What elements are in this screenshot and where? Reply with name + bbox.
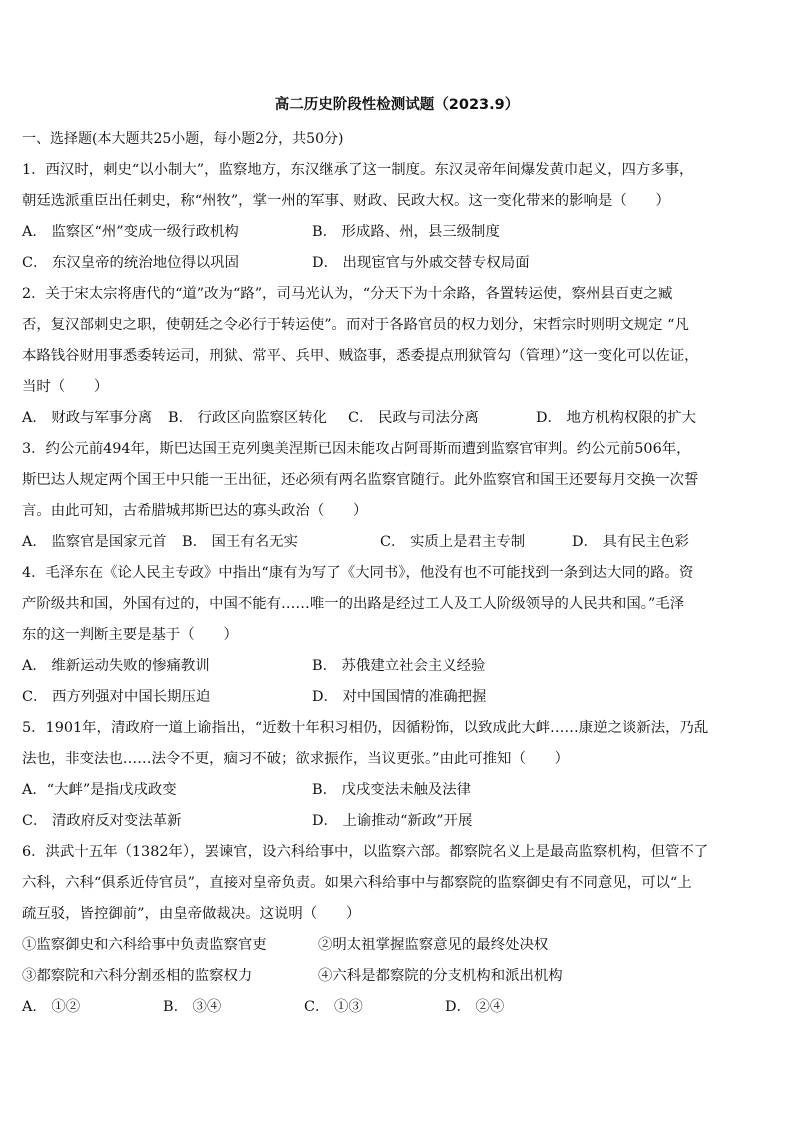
question-text-line: 当时（ ）: [22, 379, 109, 395]
question-6: [22, 837, 774, 1023]
option-row: [22, 217, 774, 248]
question-text-line: 3．约公元前494年，斯巴达国王克列奥美涅斯已因未能攻占阿哥斯而遭到监察官审判。约公元前506年，: [22, 441, 691, 457]
question-text-line: 1．西汉时，刺史“以小制大”，监察地方，东汉继承了这一制度。东汉灵帝年间爆发黄巾起义，四方多事，: [22, 162, 694, 178]
option-b[interactable]: B． 戊戌变法未触及法律: [312, 782, 472, 798]
question-text-line: 本路钱谷财用事悉委转运司，刑狱、常平、兵甲、贼盗事，悉委提点刑狱管勾（管理）”这一变化可以佐证，: [22, 348, 699, 364]
question-text-line: 5．1901年，清政府一道上谕指出，“近数十年积习相仍，因循粉饰，以致成此大衅……康逆之谈新法，乃乱: [22, 720, 709, 736]
question-text-line: 4．毛泽东在《论人民主专政》中指出“康有为写了《大同书》，他没有也不可能找到一条到达大同的路。资: [22, 565, 694, 581]
question-3: [22, 434, 774, 558]
question-text-line: 斯巴达人规定两个国王中只能一王出征，还必须有两名监察官随行。此外监察官和国王还要每月交换一次誓: [22, 472, 699, 488]
section-heading: 一、选择题(本大题共25小题，每小题2分，共50分): [22, 131, 344, 147]
option-d[interactable]: D． 上谕推动“新政”开展: [312, 813, 473, 829]
option-row: [22, 527, 774, 558]
option-row: [22, 248, 774, 279]
option-row: [22, 403, 774, 434]
question-text-line: 2．关于宋太宗将唐代的“道”改为“路”，司马光认为，“分天下为十余路，各置转运使，察州县百吏之臧: [22, 286, 673, 302]
question-2: [22, 279, 774, 434]
option-d[interactable]: D． 对中国国情的准确把握: [312, 689, 487, 705]
option-c[interactable]: C． 实质上是君主专制: [380, 534, 526, 550]
option-a[interactable]: A． 财政与军事分离: [22, 410, 153, 426]
option-a[interactable]: A． ①②: [22, 999, 81, 1015]
option-d[interactable]: D． ②④: [445, 999, 505, 1015]
question-text-line: 言。由此可知，古希腊城邦斯巴达的寡头政治（ ）: [22, 503, 368, 519]
question-text-line: 朝廷选派重臣出任刺史，称“州牧”，掌一州的军事、财政、民政大权。这一变化带来的影响是（ ）: [22, 193, 670, 209]
question-text-line: 产阶级共和国，外国有过的，中国不能有……唯一的出路是经过工人及工人阶级领导的人民共和国。”毛泽: [22, 596, 685, 612]
option-c[interactable]: C． 西方列强对中国长期压迫: [22, 689, 211, 705]
question-text-line: 疏互驳，皆控御前”，由皇帝做裁决。这说明（ ）: [22, 906, 361, 922]
option-b[interactable]: B． 国王有名无实: [182, 534, 298, 550]
question-5: [22, 713, 774, 837]
question-1: [22, 155, 774, 279]
option-c[interactable]: C． ①③: [304, 999, 363, 1015]
option-a[interactable]: A． 监察区“州”变成一级行政机构: [22, 224, 239, 240]
proposition-row: [22, 961, 774, 992]
exam-content: [22, 124, 774, 1023]
option-c[interactable]: C． 东汉皇帝的统治地位得以巩固: [22, 255, 240, 271]
proposition-row: [22, 930, 774, 961]
option-d[interactable]: D． 地方机构权限的扩大: [536, 410, 697, 426]
page-title: 高二历史阶段性检测试题（2023.9）: [274, 97, 520, 113]
option-row: [22, 651, 774, 682]
proposition-3: ③都察院和六科分割丞相的监察权力: [22, 968, 253, 984]
option-row: [22, 992, 774, 1023]
option-row: [22, 806, 774, 837]
option-b[interactable]: B． ③④: [163, 999, 222, 1015]
option-a[interactable]: A．“大衅”是指戊戌政变: [22, 782, 177, 798]
option-a[interactable]: A． 监察官是国家元首: [22, 534, 167, 550]
question-text-line: 法也，非变法也……法令不更，痼习不破；欲求振作，当议更张。”由此可推知（ ）: [22, 751, 570, 767]
option-b[interactable]: B． 苏俄建立社会主义经验: [312, 658, 486, 674]
question-text-line: 否，复汉部刺史之职，使朝廷之令必行于转运使”。而对于各路官员的权力划分，宋哲宗时则明文规定 “凡: [22, 317, 689, 333]
question-text-line: 东的这一判断主要是基于（ ）: [22, 627, 238, 643]
option-d[interactable]: D． 出现宦官与外戚交替专权局面: [312, 255, 530, 271]
question-4: [22, 558, 774, 713]
option-a[interactable]: A． 维新运动失败的惨痛教训: [22, 658, 210, 674]
question-text-line: 6．洪武十五年（1382年），罢谏官，设六科给事中，以监察六部。都察院名义上是最高监察机构，但管不了: [22, 844, 709, 860]
option-d[interactable]: D． 具有民主色彩: [572, 534, 689, 550]
option-b[interactable]: B． 形成路、州，县三级制度: [312, 224, 500, 240]
option-c[interactable]: C． 民政与司法分离: [348, 410, 479, 426]
option-row: [22, 682, 774, 713]
proposition-2: ②明太祖掌握监察意见的最终处决权: [318, 937, 549, 953]
proposition-4: ④六科是都察院的分支机构和派出机构: [318, 968, 563, 984]
option-b[interactable]: B． 行政区向监察区转化: [168, 410, 328, 426]
option-row: [22, 775, 774, 806]
proposition-1: ①监察御史和六科给事中负责监察官吏: [22, 937, 267, 953]
option-c[interactable]: C． 清政府反对变法革新: [22, 813, 182, 829]
question-text-line: 六科，六科“俱系近侍官员”，直接对皇帝负责。如果六科给事中与都察院的监察御史有不同意见，可以“上: [22, 875, 692, 891]
